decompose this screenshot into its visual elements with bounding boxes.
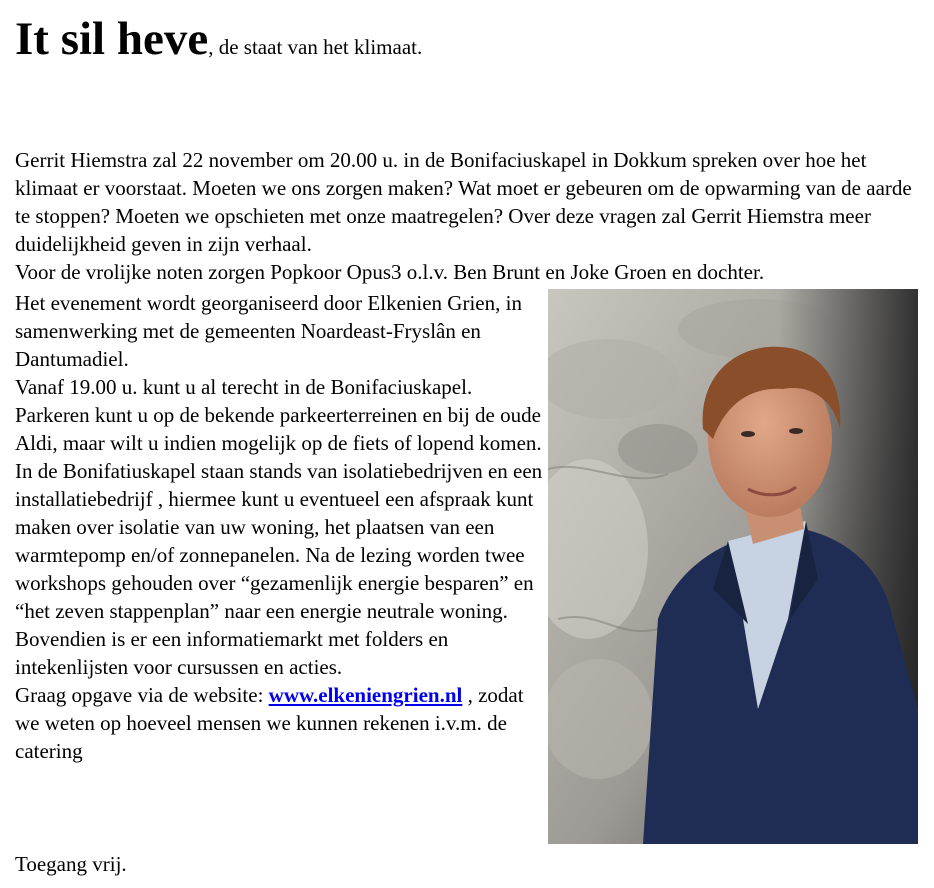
speaker-portrait-image <box>548 289 918 844</box>
organizer-paragraph: Het evenement wordt georganiseerd door Elkenien Grien, in samenwerking met de gemeenten Noardeast-Fryslân en Dantumadiel. <box>15 291 522 371</box>
intro-paragraph: Gerrit Hiemstra zal 22 november om 20.00 u. in de Bonifaciuskapel in Dokkum spreken over hoe het klimaat er voorstaat. Moeten we ons zorgen maken? Wat moet er gebeuren om de opwarming van de aarde te stoppen? Moeten we opschieten met onze maatregelen? Over deze vragen zal Gerrit Hiemstra meer duidelijkheid geven in zijn verhaal. <box>15 148 912 256</box>
website-link[interactable]: www.elkeniengrien.nl <box>268 683 463 707</box>
body-text <box>15 289 545 765</box>
arrival-paragraph: Vanaf 19.00 u. kunt u al terecht in de Bonifaciuskapel. Parkeren kunt u op de bekende parkeerterreinen en bij de oude Aldi, maar wilt u indien mogelijk op de fiets of lopend komen. <box>15 375 542 455</box>
signup-prefix: Graag opgave via de website: <box>15 683 269 707</box>
intro-text <box>15 146 921 286</box>
intro-paragraph: Voor de vrolijke noten zorgen Popkoor Opus3 o.l.v. Ben Brunt en Joke Groen en dochter. <box>15 260 765 284</box>
admission-note: Toegang vrij. <box>15 852 127 876</box>
headline-subtitle: , de staat van het klimaat. <box>208 35 423 59</box>
stands-paragraph: In de Bonifatiuskapel staan stands van isolatiebedrijven en een installatiebedrijf , hiermee kunt u eventueel een afspraak kunt maken over isolatie van uw woning, het plaatsen van een warmtepomp en/of zonnepanelen. Na de lezing worden twee workshops gehouden over “gezamenlijk energie besparen” en “het zeven stappenplan” naar een energie neutrale woning. Bovendien is er een informatiemarkt met folders en intekenlijsten voor cursussen en acties. <box>15 459 543 679</box>
headline <box>15 12 422 66</box>
signup-paragraph <box>15 681 545 765</box>
headline-title: It sil heve <box>15 13 209 65</box>
speaker-photo <box>548 289 918 844</box>
signup-suffix: , zodat we weten op hoeveel mensen we kunnen rekenen i.v.m. de catering <box>15 683 524 763</box>
